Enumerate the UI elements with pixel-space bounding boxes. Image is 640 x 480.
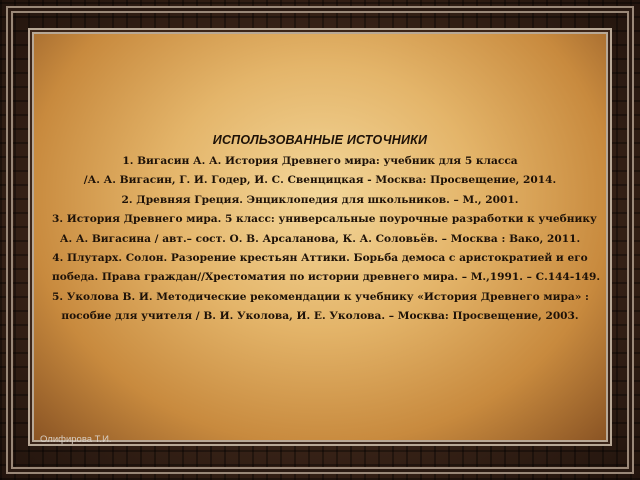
source-line: А. А. Вигасина / авт.– сост. О. В. Арсаланова, К. А. Соловьёв. – Москва : Вако, 2011. xyxy=(59,232,581,245)
source-line: 5. Уколова В. И. Методические рекомендации к учебнику «История Древнего мира» : xyxy=(52,290,589,303)
source-line: 2. Древняя Греция. Энциклопедия для школьников. – М., 2001. xyxy=(121,193,519,206)
author-credit: Олифирова Т.И. xyxy=(40,434,112,445)
slide-title: ИСПОЛЬЗОВАННЫЕ ИСТОЧНИКИ xyxy=(212,133,428,147)
source-line: 3. История Древнего мира. 5 класс: универсальные поурочные разработки к учебнику xyxy=(52,213,597,226)
source-line: 1. Вигасин А. А. История Древнего мира: учебник для 5 класса xyxy=(122,155,518,167)
source-line: /А. А. Вигасин, Г. И. Годер, И. С. Свенцицкая - Москва: Просвещение, 2014. xyxy=(83,174,557,187)
source-line: 4. Плутарх. Солон. Разорение крестьян Аттики. Борьба демоса с аристократией и его xyxy=(52,252,588,265)
source-line: пособие для учителя / В. И. Уколова, И. Е. Уколова. – Москва: Просвещение, 2003. xyxy=(61,310,579,323)
source-line: победа. Права граждан//Хрестоматия по истории древнего мира. – М.,1991. – С.144-149. xyxy=(52,271,601,284)
sources-list xyxy=(52,130,601,327)
